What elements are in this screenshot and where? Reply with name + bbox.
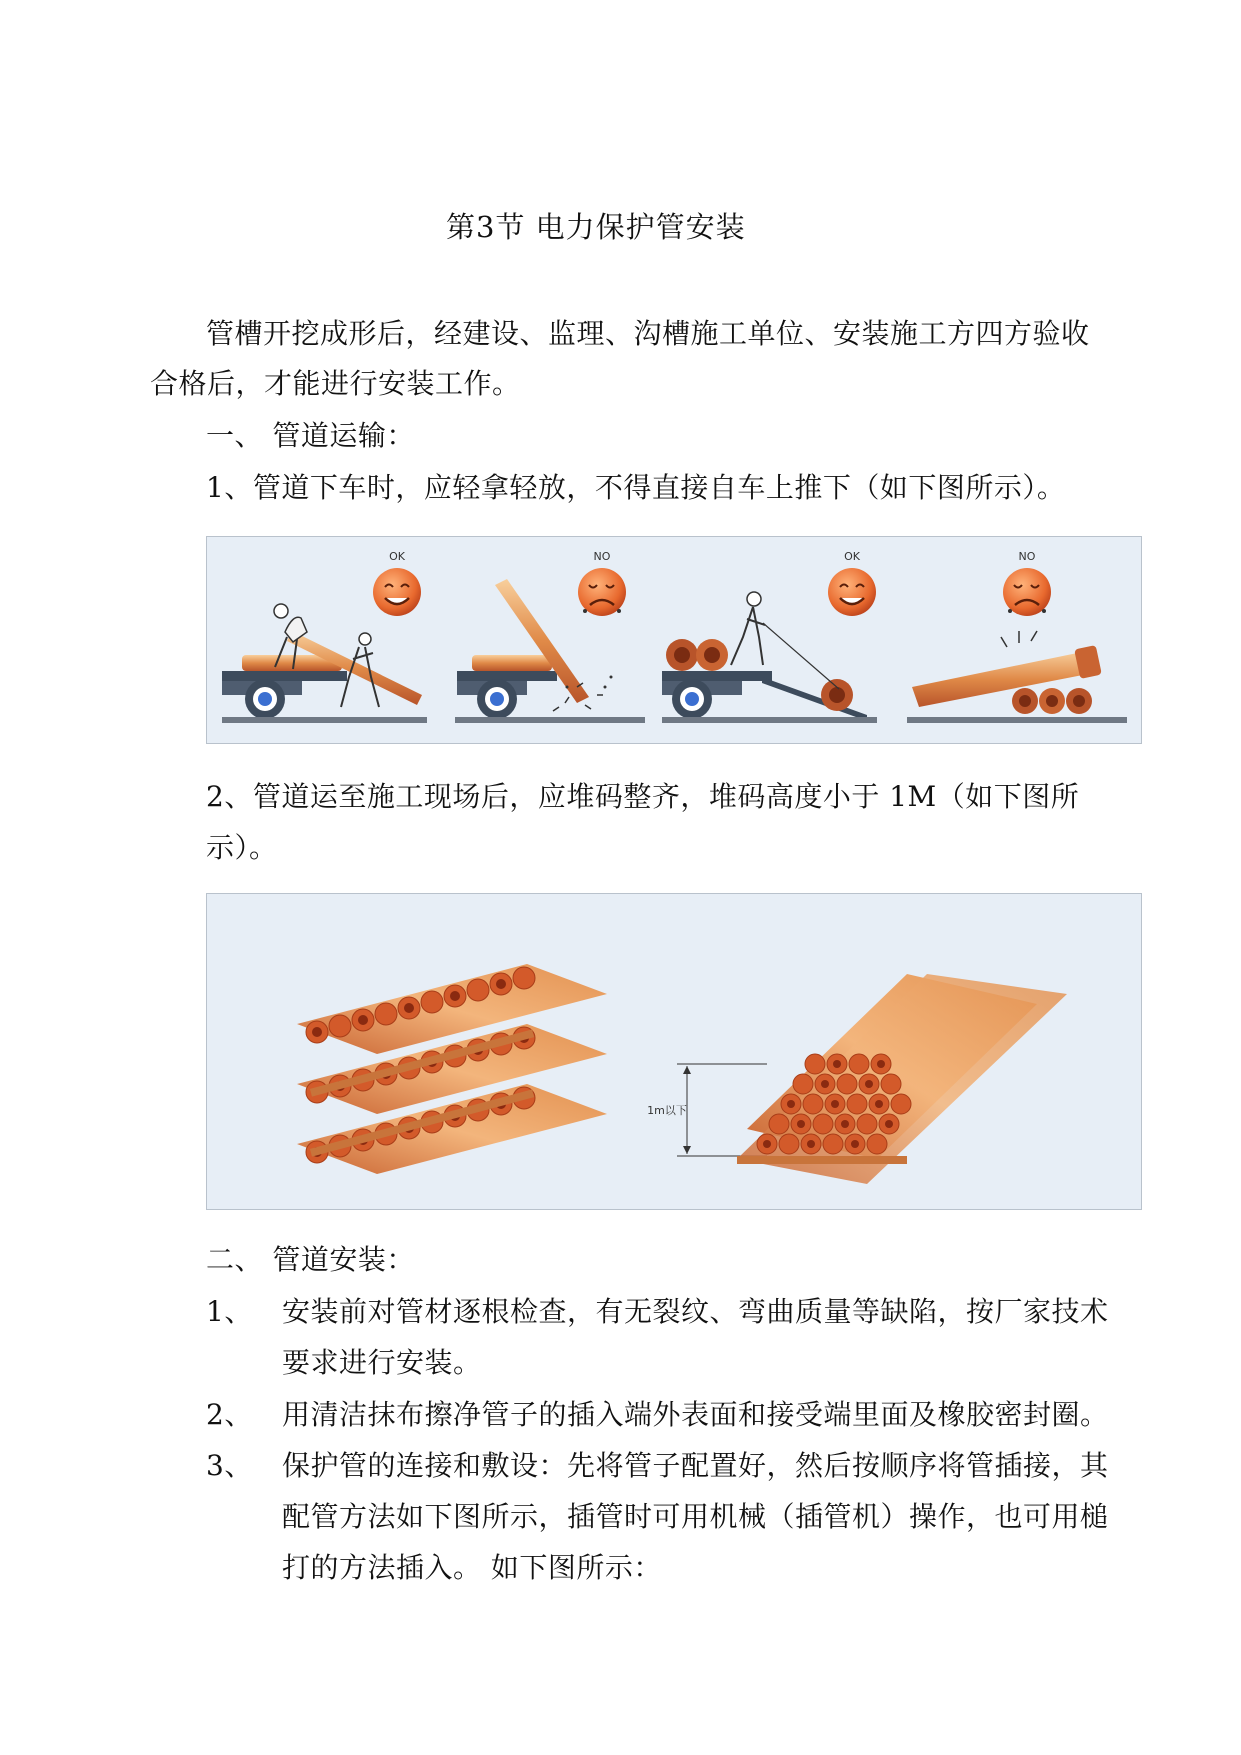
height-marker	[647, 1064, 767, 1156]
section2-heading: 二、 管道安装：	[206, 1243, 415, 1276]
panel-1-label: OK	[389, 550, 405, 563]
stacking-illustration-svg	[207, 894, 1141, 1209]
panel-3-label: OK	[844, 550, 860, 563]
section2-item-3-number: 3、	[206, 1449, 253, 1482]
section2-item-3-line-3: 打的方法插入。 如下图所示：	[282, 1551, 662, 1584]
section2-item-1-number: 1、	[206, 1295, 253, 1328]
unloading-illustration-svg	[207, 537, 1141, 743]
section1-item-1: 1、管道下车时，应轻拿轻放，不得直接自车上推下（如下图所示）。	[206, 471, 1066, 504]
intro-line-1: 管槽开挖成形后，经建设、监理、沟槽施工单位、安装施工方四方验收	[206, 317, 1090, 350]
sad-face-icon	[1003, 568, 1051, 616]
left-pipe-stack	[297, 964, 607, 1174]
section2-item-3-line-1: 保护管的连接和敷设：先将管子配置好，然后按顺序将管插接，其	[282, 1449, 1109, 1482]
section2-item-1-line-1: 安装前对管材逐根检查，有无裂纹、弯曲质量等缺陷，按厂家技术	[282, 1295, 1109, 1328]
section2-item-1-line-2: 要求进行安装。	[282, 1346, 482, 1379]
panel-3	[662, 550, 877, 723]
section1-item-2-line-2: 示）。	[206, 831, 278, 864]
section2-item-2-number: 2、	[206, 1398, 253, 1431]
section1-item-2-line-1: 2、管道运至施工现场后，应堆码整齐，堆码高度小于 1M（如下图所	[206, 780, 1080, 813]
intro-line-2: 合格后，才能进行安装工作。	[150, 367, 521, 400]
height-label: 1m以下	[647, 1104, 687, 1117]
panel-1	[222, 550, 427, 723]
panel-2-label: NO	[593, 550, 611, 563]
panel-2	[455, 550, 645, 723]
stacking-illustration	[206, 893, 1142, 1210]
happy-face-icon	[373, 568, 421, 616]
section2-item-2-line-1: 用清洁抹布擦净管子的插入端外表面和接受端里面及橡胶密封圈。	[282, 1398, 1109, 1431]
section1-heading: 一、 管道运输：	[206, 419, 415, 452]
panel-4	[907, 550, 1127, 723]
section2-item-3-line-2: 配管方法如下图所示，插管时可用机械（插管机）操作，也可用槌	[282, 1500, 1109, 1533]
page-title: 第3节 电力保护管安装	[446, 210, 746, 244]
sad-face-icon	[578, 568, 626, 616]
right-pipe-stack	[737, 974, 1067, 1184]
unloading-illustration	[206, 536, 1142, 744]
happy-face-icon	[828, 568, 876, 616]
panel-4-label: NO	[1018, 550, 1036, 563]
